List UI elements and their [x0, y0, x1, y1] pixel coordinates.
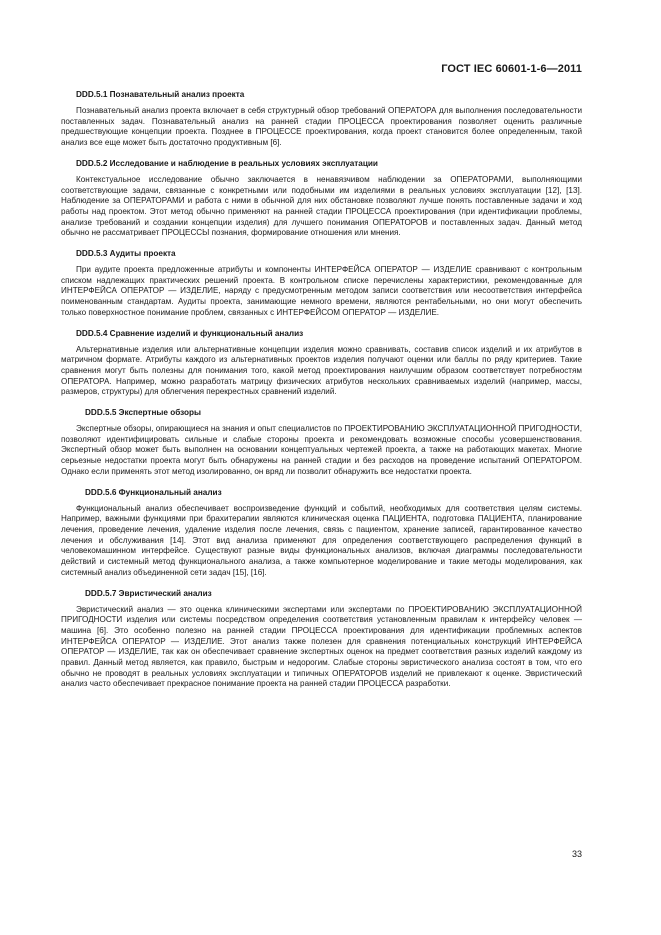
section-paragraph: Функциональный анализ обеспечивает воспроизведение функций и событий, необходимых для соответствия целям системы. Например, важными функциями при брахитерапии являются клиническая оценка ПАЦИЕНТА, подготовка ПАЦИЕНТА, планирование лечения, проведение лечения, удаление изделия после лечения, связь с пациентом, хранение записей, гарантированное качество лечения и обслуживания [14]. Этот вид анализа применяют для определения соответствующего распределения функций в человекомашинном интерфейсе. Существуют разные виды функциональных анализов, включая диаграммы последовательности действий и системный метод функционального анализа, а также компьютерное моделирование и такие методы моделирования, как системный анализ объединенной сети задач [15], [16]. — [61, 503, 582, 577]
section-ddd-5-5 — [61, 408, 582, 478]
section-title: DDD.5.6 Функциональный анализ — [85, 487, 222, 497]
section-paragraph: Экспертные обзоры, опирающиеся на знания и опыт специалистов по ПРОЕКТИРОВАНИЮ ЭКСПЛУАТАЦИОННОЙ ПРИГОДНОСТИ, позволяют идентифицировать сильные и слабые стороны проекта и рекомендовать возможные способы усовершенствования. Экспертный обзор может быть выполнен на основании концептуальных чертежей проекта, а также на работающих макетах. Многие серьезные недостатки проекта могут быть обнаружены на ранней стадии и без расходов на проведение испытаний ОПЕРАТОРОМ. Однако если применять этот метод изолированно, он вряд ли позволит обнаружить все недостатки проекта. — [61, 424, 582, 476]
section-title: DDD.5.5 Экспертные обзоры — [85, 408, 202, 418]
page-number: 33 — [571, 849, 582, 859]
section-paragraph: Контекстуальное исследование обычно заключается в ненавязчивом наблюдении за ОПЕРАТОРАМИ, выполняющими соответствующие задачи, связанные с конкретными или подобными им изделиями в реальных условиях эксплуатации [12], [13]. Наблюдение за ОПЕРАТОРАМИ и работа с ними в обычной для них обстановке позволяют лучше понять поставленные задачи и ход работы над проектом. Этот метод обычно применяют на ранней стадии ПРОЦЕССА проектирования (при идентификации проблемы, анализе требований и создании концепции изделия) для лучшего понимания ОПЕРАТОРОВ и поставленных задач. Данный метод обычно не рассматривает ПРОЦЕССЫ познания, формирование отношения или мнения. — [61, 174, 582, 238]
section-title: DDD.5.7 Эвристический анализ — [85, 588, 212, 598]
section-ddd-5-1 — [61, 90, 582, 149]
section-title: DDD.5.1 Познавательный анализ проекта — [76, 90, 245, 99]
section-ddd-5-7 — [61, 589, 582, 691]
section-title: DDD.5.3 Аудиты проекта — [76, 249, 176, 259]
section-title: DDD.5.2 Исследование и наблюдение в реальных условиях эксплуатации — [76, 158, 378, 168]
section-paragraph: При аудите проекта предложенные атрибуты и компоненты ИНТЕРФЕЙСА ОПЕРАТОР — ИЗДЕЛИЕ сравнивают с контрольным списком надлежащих практических решений проекта. В контрольном списке перечислены характеристики, рекомендованные для ИНТЕРФЕЙСА ОПЕРАТОР — ИЗДЕЛИЕ, наряду с предусмотренным методом записи соответствия или несоответствия интерфейса поименованным стандартам. Аудиты проекта, занимающие немного времени, являются рентабельными, но они могут обеспечить только поверхностное понимание проблем, связанных с ИНТЕРФЕЙСОМ ОПЕРАТОР — ИЗДЕЛИЕ. — [61, 265, 582, 317]
document-body — [61, 90, 582, 700]
standard-header: ГОСТ IEC 60601-1-6—2011 — [441, 63, 582, 75]
section-ddd-5-6 — [61, 488, 582, 579]
section-title: DDD.5.4 Сравнение изделий и функциональный анализ — [76, 328, 304, 338]
section-paragraph: Познавательный анализ проекта включает в себя структурный обзор требований ОПЕРАТОРА для выполнения последовательности поставленных задач. Познавательный анализ на ранней стадии ПРОЦЕССА проектирования позволяет оценить различные предшествующие концепции проекта. Позднее в ПРОЦЕССЕ проектирования, когда проект становится более определенным, такой анализ все еще может быть достаточно продуктивным [6]. — [61, 106, 582, 148]
section-ddd-5-3 — [61, 249, 582, 319]
section-ddd-5-2 — [61, 159, 582, 239]
section-paragraph: Эвристический анализ — это оценка клиническими экспертами или экспертами по ПРОЕКТИРОВАНИЮ ЭКСПЛУАТАЦИОННОЙ ПРИГОДНОСТИ изделия или системы посредством определения соответствия установленным правилам к интерфейсу человек — машина [6]. Это особенно полезно на ранней стадии ПРОЦЕССА проектирования для идентификации проблемных аспектов ИНТЕРФЕЙСА ОПЕРАТОР — ИЗДЕЛИЕ. Этот анализ также полезен для сравнения потенциальных конструкций ИНТЕРФЕЙСА ОПЕРАТОР — ИЗДЕЛИЕ, так как он обеспечивает сравнение экспертных оценок на предмет соответствия разных изделий каждому из правил. Данный метод является, как правило, быстрым и недорогим. Слабые стороны эвристического анализа состоят в том, что его обычно не проводят в реальных условиях эксплуатации и типичных ОПЕРАТОРОВ изделий не привлекают к оценке. Эвристический анализ часто обеспечивает прекрасное понимание проекта на ранней стадии ПРОЦЕССА разработки. — [61, 604, 582, 689]
section-paragraph: Альтернативные изделия или альтернативные концепции изделия можно сравнивать, составив список изделий и их атрибутов в матричном формате. Атрибуты каждого из альтернативных проектов изделия получают оценки или баллы по ряду критериев. Такие сравнения могут быть полезны для понимания того, какой метод проектирования наилучшим образом соответствует потребностям ОПЕРАТОРА. Например, можно разработать матрицу физических атрибутов нескольких сравниваемых изделий (например, массы, размеров, структуры) для облегчения перекрестных сравнений изделий. — [61, 344, 582, 397]
section-ddd-5-4 — [61, 329, 582, 399]
